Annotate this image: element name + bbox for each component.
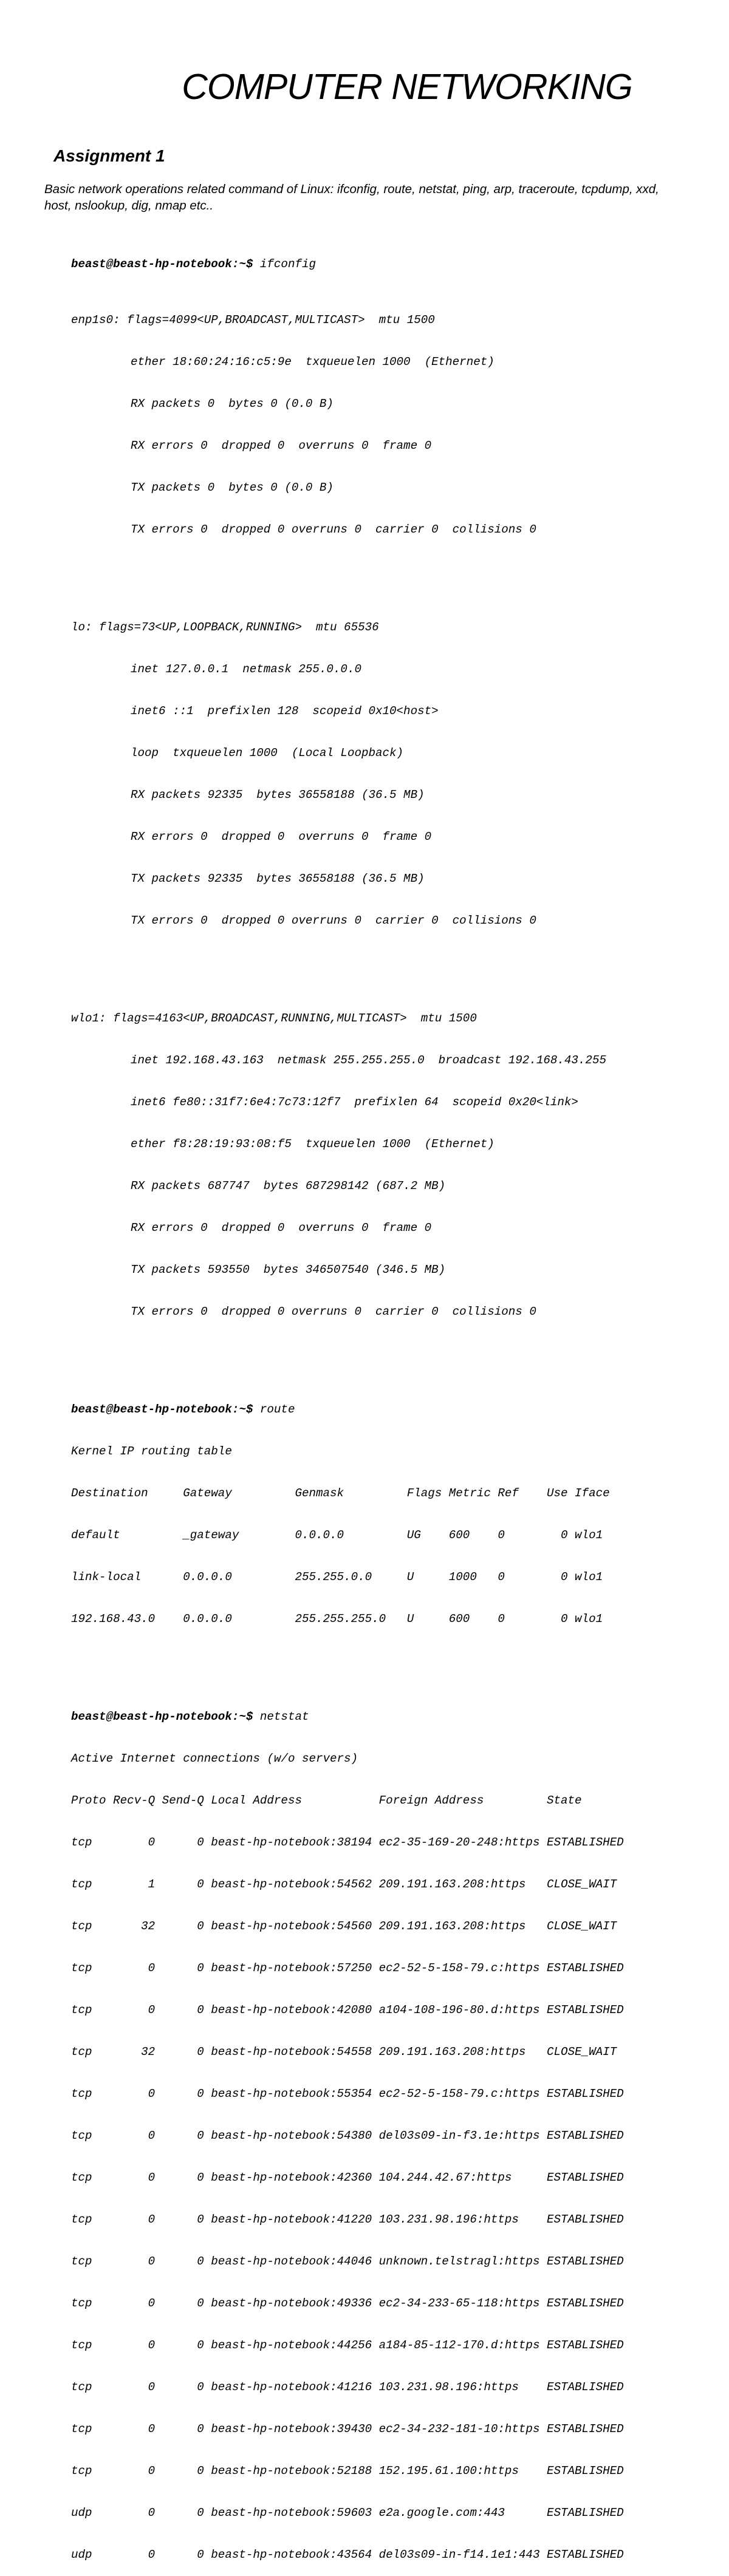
netstat-output-line: tcp 0 0 beast-hp-notebook:42080 a104-108-196-80.d:https ESTABLISHED: [71, 2003, 624, 2017]
route-output-line: Destination Gateway Genmask Flags Metric Ref Use Iface: [71, 1487, 610, 1500]
interface-detail-line: inet 127.0.0.1 netmask 255.0.0.0: [131, 663, 361, 676]
route-output-line: link-local 0.0.0.0 255.255.0.0 U 1000 0 0 wlo1: [71, 1570, 603, 1584]
netstat-output-line: tcp 0 0 beast-hp-notebook:55354 ec2-52-5-158-79.c:https ESTABLISHED: [71, 2087, 624, 2101]
netstat-output-line: tcp 0 0 beast-hp-notebook:41216 103.231.98.196:https ESTABLISHED: [71, 2380, 624, 2394]
interface-detail-line: TX errors 0 dropped 0 overruns 0 carrier 0 collisions 0: [131, 914, 536, 927]
intro-paragraph: Basic network operations related command of Linux: ifconfig, route, netstat, ping, arp, traceroute, tcpdump, xxd, host, nslookup, dig, nmap etc..: [44, 182, 659, 213]
netstat-output-line: tcp 0 0 beast-hp-notebook:52188 152.195.61.100:https ESTABLISHED: [71, 2464, 624, 2478]
route-output-line: Kernel IP routing table: [71, 1445, 232, 1458]
interface-detail-line: RX errors 0 dropped 0 overruns 0 frame 0: [131, 439, 432, 452]
blank-line: [71, 1654, 624, 1668]
interface-detail-line: TX packets 92335 bytes 36558188 (36.5 MB): [131, 872, 425, 885]
netstat-output-line: tcp 32 0 beast-hp-notebook:54558 209.191.163.208:https CLOSE_WAIT: [71, 2045, 617, 2059]
blank-line: [71, 956, 624, 970]
shell-prompt: beast@beast-hp-notebook:~$: [71, 1710, 253, 1723]
blank-line: [71, 1347, 624, 1361]
command-text: netstat: [259, 1710, 309, 1723]
page-title: COMPUTER NETWORKING: [182, 67, 632, 107]
interface-detail-line: TX errors 0 dropped 0 overruns 0 carrier 0 collisions 0: [131, 523, 536, 536]
shell-prompt: beast@beast-hp-notebook:~$: [71, 257, 253, 271]
interface-detail-line: RX packets 0 bytes 0 (0.0 B): [131, 397, 334, 411]
interface-detail-line: inet 192.168.43.163 netmask 255.255.255.0 broadcast 192.168.43.255: [131, 1054, 606, 1067]
route-output-line: default _gateway 0.0.0.0 UG 600 0 0 wlo1: [71, 1528, 603, 1542]
interface-detail-line: inet6 ::1 prefixlen 128 scopeid 0x10<host>: [131, 704, 439, 718]
command-line-netstat: [71, 1710, 624, 1724]
interface-detail-line: inet6 fe80::31f7:6e4:7c73:12f7 prefixlen 64 scopeid 0x20<link>: [131, 1095, 578, 1109]
shell-prompt: beast@beast-hp-notebook:~$: [71, 1403, 253, 1416]
netstat-output-line: tcp 0 0 beast-hp-notebook:44046 unknown.telstragl:https ESTABLISHED: [71, 2255, 624, 2268]
netstat-output-line: tcp 0 0 beast-hp-notebook:44256 a184-85-112-170.d:https ESTABLISHED: [71, 2339, 624, 2352]
command-line-route: [71, 1403, 624, 1417]
netstat-output-line: Proto Recv-Q Send-Q Local Address Foreign Address State: [71, 1794, 582, 1807]
netstat-output-line: tcp 1 0 beast-hp-notebook:54562 209.191.163.208:https CLOSE_WAIT: [71, 1878, 617, 1891]
netstat-output-line: tcp 0 0 beast-hp-notebook:57250 ec2-52-5-158-79.c:https ESTABLISHED: [71, 1961, 624, 1975]
netstat-output-line: tcp 0 0 beast-hp-notebook:41220 103.231.98.196:https ESTABLISHED: [71, 2213, 624, 2226]
command-text: ifconfig: [259, 257, 317, 271]
netstat-output-line: tcp 0 0 beast-hp-notebook:49336 ec2-34-233-65-118:https ESTABLISHED: [71, 2297, 624, 2310]
interface-detail-line: ether 18:60:24:16:c5:9e txqueuelen 1000 (Ethernet): [131, 355, 495, 369]
assignment-heading: Assignment 1: [53, 146, 165, 165]
netstat-output-line: udp 0 0 beast-hp-notebook:59603 e2a.google.com:443 ESTABLISHED: [71, 2506, 624, 2520]
interface-detail-line: RX errors 0 dropped 0 overruns 0 frame 0: [131, 830, 432, 843]
netstat-output-line: tcp 0 0 beast-hp-notebook:42360 104.244.42.67:https ESTABLISHED: [71, 2171, 624, 2184]
netstat-output-line: tcp 0 0 beast-hp-notebook:54380 del03s09-in-f3.1e:https ESTABLISHED: [71, 2129, 624, 2142]
command-text: route: [259, 1403, 295, 1416]
command-line-ifconfig: [71, 257, 624, 271]
netstat-output-line: tcp 0 0 beast-hp-notebook:38194 ec2-35-169-20-248:https ESTABLISHED: [71, 1836, 624, 1849]
netstat-output-line: udp 0 0 beast-hp-notebook:43564 del03s09-in-f14.1e1:443 ESTABLISHED: [71, 2548, 624, 2561]
interface-header: wlo1: flags=4163<UP,BROADCAST,RUNNING,MULTICAST> mtu 1500: [71, 1012, 477, 1025]
interface-detail-line: RX packets 92335 bytes 36558188 (36.5 MB): [131, 788, 425, 802]
blank-line: [71, 565, 624, 579]
interface-detail-line: TX errors 0 dropped 0 overruns 0 carrier 0 collisions 0: [131, 1305, 536, 1318]
netstat-output-line: tcp 0 0 beast-hp-notebook:39430 ec2-34-232-181-10:https ESTABLISHED: [71, 2422, 624, 2436]
terminal-output: [71, 230, 624, 2576]
interface-detail-line: ether f8:28:19:93:08:f5 txqueuelen 1000 (Ethernet): [131, 1137, 495, 1151]
interface-detail-line: RX packets 687747 bytes 687298142 (687.2 MB): [131, 1179, 446, 1193]
interface-detail-line: TX packets 0 bytes 0 (0.0 B): [131, 481, 334, 494]
netstat-output-line: tcp 32 0 beast-hp-notebook:54560 209.191.163.208:https CLOSE_WAIT: [71, 1920, 617, 1933]
netstat-output-line: Active Internet connections (w/o servers): [71, 1752, 358, 1765]
interface-header: lo: flags=73<UP,LOOPBACK,RUNNING> mtu 65536: [71, 621, 379, 634]
interface-detail-line: TX packets 593550 bytes 346507540 (346.5 MB): [131, 1263, 446, 1276]
interface-detail-line: loop txqueuelen 1000 (Local Loopback): [131, 746, 404, 760]
interface-detail-line: RX errors 0 dropped 0 overruns 0 frame 0: [131, 1221, 432, 1235]
route-output-line: 192.168.43.0 0.0.0.0 255.255.255.0 U 600 0 0 wlo1: [71, 1612, 603, 1626]
interface-header: enp1s0: flags=4099<UP,BROADCAST,MULTICAST> mtu 1500: [71, 313, 435, 327]
